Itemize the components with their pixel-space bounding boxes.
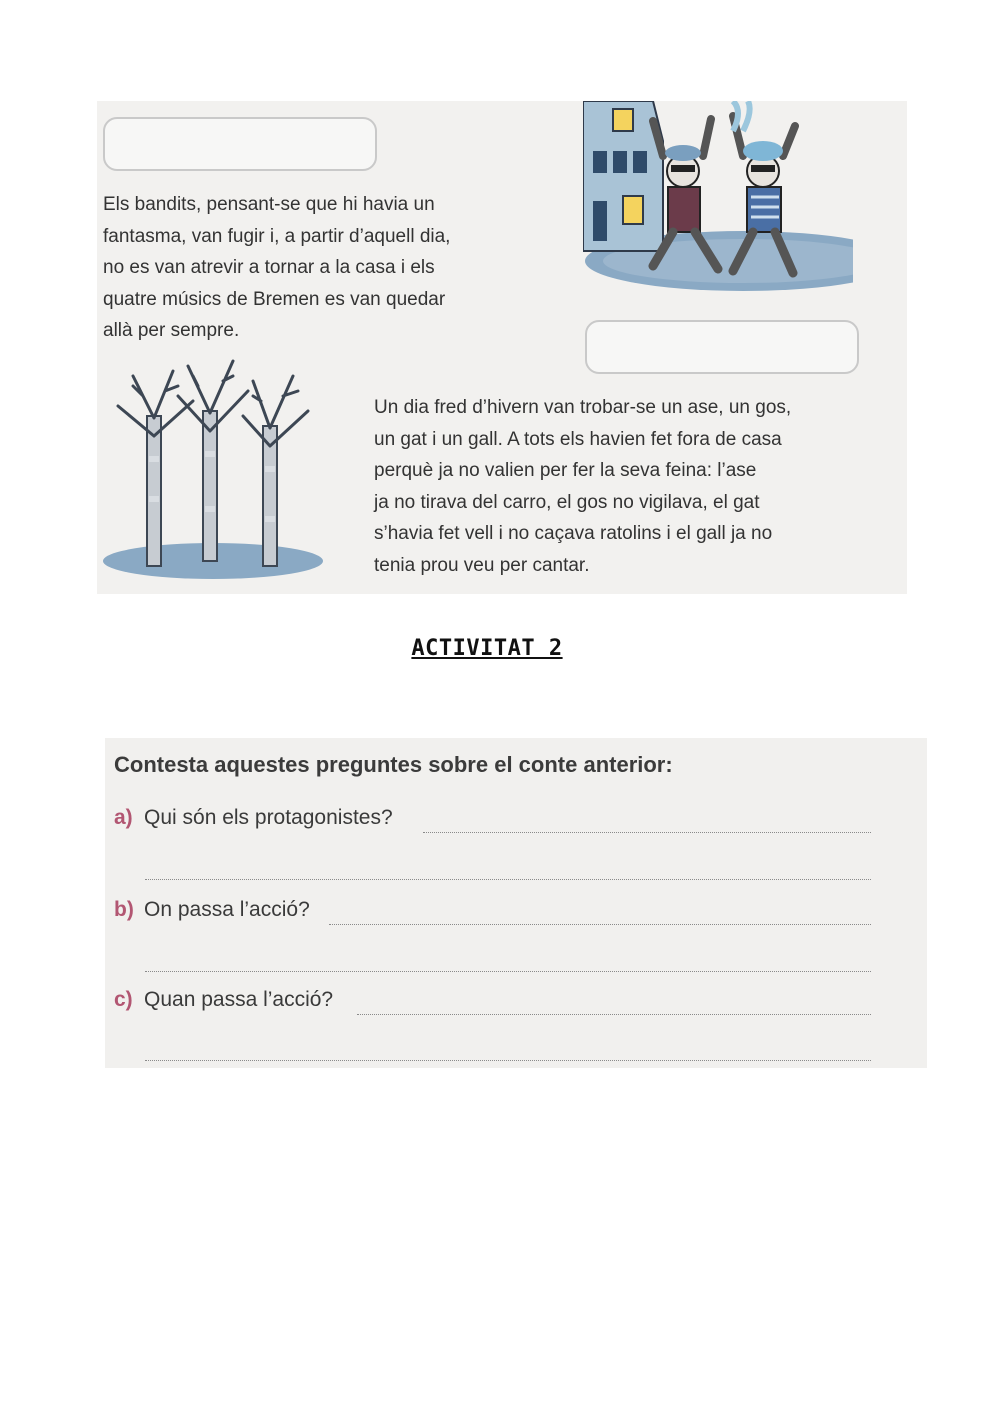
- question-text: Quan passa l’acció?: [144, 988, 334, 1011]
- question-a: [114, 806, 874, 846]
- answer-line-a1[interactable]: [423, 832, 871, 833]
- question-b: [114, 898, 874, 938]
- answer-line-b1[interactable]: [329, 924, 871, 925]
- winter-trees-illustration: [103, 356, 325, 582]
- question-letter: c): [114, 988, 133, 1011]
- question-text: On passa l’acció?: [144, 898, 310, 921]
- activity-title: ACTIVITAT 2: [411, 636, 563, 661]
- answer-line-b2[interactable]: [145, 971, 871, 972]
- question-c: [114, 988, 874, 1028]
- question-letter: a): [114, 806, 133, 829]
- story-paragraph-1: Els bandits, pensant-se que hi havia un fantasma, van fugir i, a partir d’aquell dia, no es van atrevir a tornar a la casa i els quatre músics de Bremen es van quedar allà per sempre.: [103, 194, 451, 341]
- order-answer-box-2[interactable]: [585, 320, 859, 374]
- question-letter: b): [114, 898, 134, 921]
- order-answer-box-1[interactable]: [103, 117, 377, 171]
- story-scan: [97, 101, 907, 594]
- questions-heading: Contesta aquestes preguntes sobre el conte anterior:: [114, 752, 673, 777]
- story-paragraph-2: Un dia fred d’hivern van trobar-se un ase, un gos, un gat i un gall. A tots els havien fet fora de casa perquè ja no valien per fer la seva feina: l’ase ja no tirava del carro, el gos no vigilava, el gat s’havia fet vell i no caçava ratolins i el gall ja no tenia prou veu per cantar.: [374, 397, 792, 576]
- answer-line-c1[interactable]: [357, 1014, 871, 1015]
- answer-line-c2[interactable]: [145, 1060, 871, 1061]
- houses-bandits-illustration: [583, 101, 853, 297]
- answer-line-a2[interactable]: [145, 879, 871, 880]
- question-text: Qui són els protagonistes?: [144, 806, 393, 829]
- questions-scan: [105, 738, 927, 1068]
